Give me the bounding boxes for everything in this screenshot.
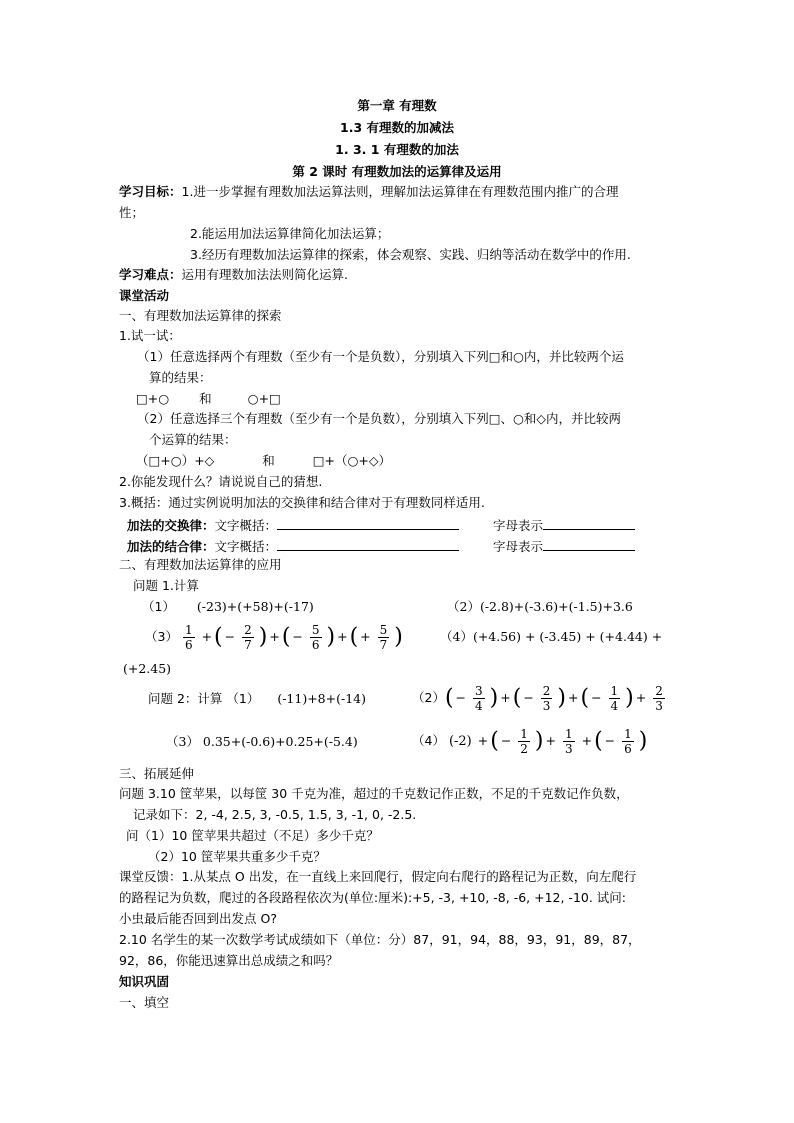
p2-4-num: （4） [412, 733, 445, 748]
difficulty-line [119, 266, 348, 284]
p3b: 记录如下：2, -4, 2.5, 3, -0.5, 1.5, 3, -1, 0, -2.5. [133, 807, 417, 822]
goals-label: 学习目标： [119, 184, 182, 199]
feedback-1a: 课堂反馈：1.从某点 O 出发，在一直线上来回爬行，假定向右爬行的路程记为正数，向左爬行 [119, 869, 637, 884]
p1-2-expr: （2）(-2.8)+(-3.6)+(-1.5)+3.6 [447, 599, 633, 614]
part1-title: 一、有理数加法运算律的探索 [119, 308, 282, 323]
section-title: 1.3 有理数的加减法 [340, 120, 454, 135]
q2b: 个运算的结果： [149, 432, 237, 447]
assoc-letter: 字母表示 [493, 539, 544, 554]
comm-text: 文字概括： [214, 518, 278, 533]
goal-3: 3.经历有理数加法运算律的探索，体会观察、实践、归纳等活动在数学中的作用. [190, 247, 631, 262]
feedback-1c: 小虫最后能否回到出发点 O? [119, 911, 277, 926]
p2-4-frac-a: $\frac{1}{2}$ [520, 727, 528, 756]
p3a: 问题 3.10 筐苹果，以每筐 30 千克为准，超过的千克数记作正数，不足的千克数记作负数， [119, 786, 629, 801]
p1-3-num: （3） [145, 629, 178, 644]
p2-2-line: （2）( − $\frac{3}{4}$ ) +( − $\frac{2}{3}$ ) +( − $\frac{1}{4}$ ) + $\frac{2}{3}$ [412, 684, 663, 713]
p1-3-line: （3） $\frac{1}{6}$ +( − $\frac{2}{7}$ ) +( − $\frac{5}{6}$ ) +( + $\frac{5}{7}$ ) [145, 623, 403, 652]
goal-line-1 [119, 183, 618, 201]
lesson-title: 第 2 课时 有理数加法的运算律及运用 [292, 164, 502, 179]
p3q1: 问（1）10 筐苹果共超过（不足）多少千克？ [126, 828, 379, 843]
goal-2: 2.能运用加法运算律简化加法运算； [190, 226, 390, 241]
difficulty-text: 运用有理数加法法则简化运算. [181, 267, 348, 282]
q1-expr2: ○+□ [247, 391, 281, 406]
q1-expr1: □+○ [136, 391, 170, 406]
q1-expr-line [136, 390, 281, 408]
summary: 3.概括：通过实例说明加法的交换律和结合律对于有理数同样适用. [119, 495, 485, 510]
p1-3-frac-b: $\frac{2}{7}$ [244, 623, 252, 652]
p2-1-line [148, 690, 366, 708]
p2-1-expr: (-11)+8+(-14) [277, 691, 366, 706]
p2-4-line: （4） (-2) +( − $\frac{1}{2}$ ) + $\frac{1}{3}$ +( − $\frac{1}{6}$ ) [412, 727, 648, 756]
p1-3-frac-c: $\frac{5}{6}$ [311, 623, 320, 652]
p2-3-expr: （3） 0.35+(-0.6)+0.25+(-5.4) [166, 734, 358, 749]
p1-4-expr-cont: (+2.45) [123, 661, 172, 676]
p2-4-neg2: (-2) [448, 734, 472, 749]
assoc-text-blank[interactable] [277, 536, 459, 551]
q2-expr-line [136, 452, 391, 470]
p2-2-frac-a: $\frac{3}{4}$ [475, 684, 483, 713]
feedback-2a: 2.10 名学生的某一次数学考试成绩如下（单位：分）87，91，94，88，93，91，89，87， [119, 932, 641, 947]
commutative-line [127, 515, 635, 535]
p2-4-frac-b: $\frac{1}{3}$ [564, 727, 573, 756]
p2-2-num: （2） [412, 690, 445, 705]
p2-2-frac-d: $\frac{2}{3}$ [655, 684, 663, 713]
problem-2-label: 问题 2：计算 （1） [148, 691, 260, 706]
goal-1a: 1.进一步掌握有理数加法运算法则，理解加法运算律在有理数范围内推广的合理 [181, 184, 619, 199]
q2-expr1: （□+○）+◇ [136, 453, 215, 468]
try-label: 1.试一试： [119, 328, 181, 343]
p2-2-frac-c: $\frac{1}{4}$ [610, 684, 619, 713]
feedback-2b: 92，86，你能迅速算出总成绩之和吗？ [119, 953, 339, 968]
feedback-1b: 的路程记为负数，爬过的各段路程依次为(单位:厘米):+5, -3, +10, -8, -6, +12, -10. 试问: [119, 890, 627, 905]
p2-4-frac-c: $\frac{1}{6}$ [624, 727, 632, 756]
p1-1-line [142, 598, 314, 616]
activity-title: 课堂活动 [119, 288, 170, 303]
goal-1b: 性； [119, 205, 145, 220]
p1-1-num: （1） [142, 599, 175, 614]
part3-title: 三、拓展延伸 [119, 766, 195, 781]
difficulty-label: 学习难点： [119, 267, 182, 282]
comm-letter: 字母表示 [493, 518, 544, 533]
p1-1-expr: (-23)+(+58)+(-17) [196, 599, 314, 614]
p2-2-frac-b: $\frac{2}{3}$ [542, 684, 551, 713]
comm-letter-blank[interactable] [543, 515, 635, 530]
comm-text-blank[interactable] [277, 515, 459, 530]
assoc-label: 加法的结合律： [127, 539, 215, 554]
q2-expr2: □+（○+◇） [312, 453, 392, 468]
p3q2: （2）10 筐苹果共重多少千克？ [148, 849, 326, 864]
comm-label: 加法的交换律： [127, 518, 215, 533]
part2-title: 二、有理数加法运算律的应用 [119, 557, 282, 572]
consolidate-title: 知识巩固 [119, 974, 170, 989]
p1-3-frac-a: $\frac{1}{6}$ [184, 623, 193, 652]
q1b: 算的结果： [149, 370, 212, 385]
p1-3-frac-d: $\frac{5}{7}$ [379, 623, 388, 652]
discover: 2.你能发现什么？请说说自己的猜想. [119, 474, 323, 489]
assoc-text: 文字概括： [214, 539, 278, 554]
associative-line [127, 536, 635, 556]
q2-and: 和 [262, 453, 275, 468]
p1-4-expr: （4）(+4.56) + (-3.45) + (+4.44) + [440, 629, 663, 644]
chapter-title: 第一章 有理数 [357, 98, 437, 113]
q1-and: 和 [199, 391, 212, 406]
q2a: （2）任意选择三个有理数（至少有一个是负数），分别填入下列□、○和◇内，并比较两 [137, 411, 622, 426]
fill-in-title: 一、填空 [119, 995, 170, 1010]
problem-1-label: 问题 1.计算 [133, 578, 199, 593]
subsection-title: 1. 3. 1 有理数的加法 [335, 142, 459, 157]
assoc-letter-blank[interactable] [543, 536, 635, 551]
q1a: （1）任意选择两个有理数（至少有一个是负数），分别填入下列□和○内，并比较两个运 [137, 349, 624, 364]
